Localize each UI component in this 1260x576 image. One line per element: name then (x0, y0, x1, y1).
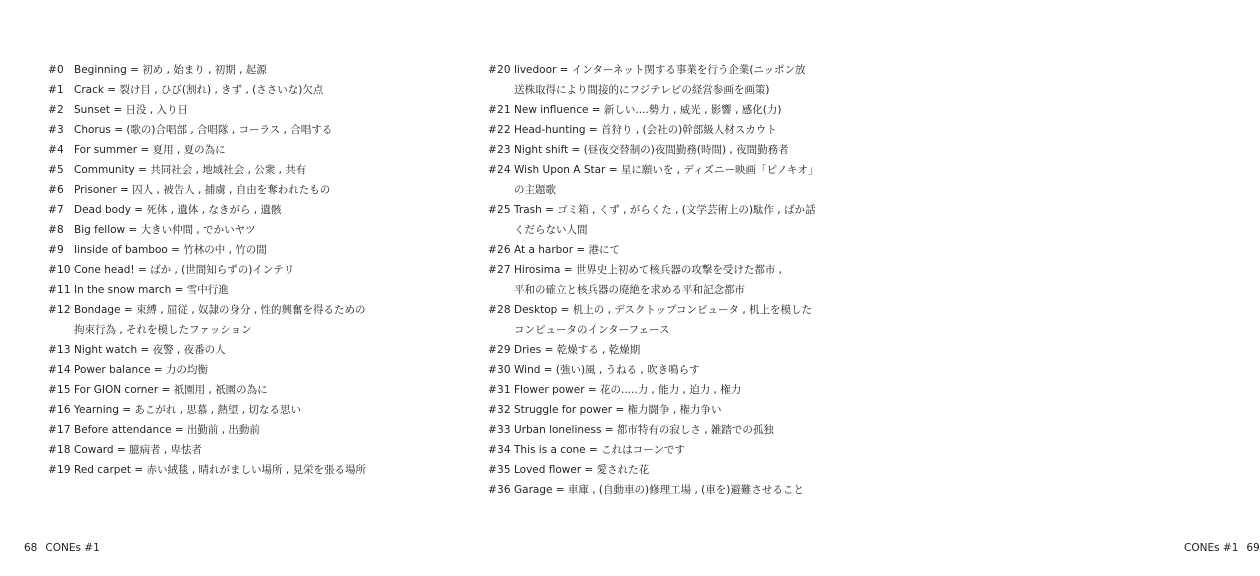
glossary-entry (48, 180, 366, 200)
entry-number: #20 (488, 64, 511, 76)
entry-text: For GION corner = 祇園用 , 祇園の為に (74, 384, 268, 396)
glossary-entry (488, 160, 818, 200)
entry-number: #22 (488, 124, 511, 136)
entry-text: Struggle for power = 権力闘争 , 権力争い (514, 404, 722, 416)
left-page (0, 0, 428, 576)
entry-number: #21 (488, 104, 511, 116)
page-number: 69 (1246, 542, 1260, 554)
entry-number: #17 (48, 424, 71, 436)
glossary-entry (48, 340, 366, 360)
entry-number: #27 (488, 264, 511, 276)
glossary-entry (48, 260, 366, 280)
entry-number: #31 (488, 384, 511, 396)
entry-number: #34 (488, 444, 511, 456)
entry-text: Night shift = (昼夜交替制の)夜間勤務(時間) , 夜間勤務者 (514, 144, 789, 156)
glossary-entry (48, 420, 366, 440)
entry-number: #5 (48, 164, 64, 176)
entry-text: Cone head! = ばか , (世間知らずの)インテリ (74, 264, 295, 276)
glossary-entry (48, 380, 366, 400)
entry-text: Hirosima = 世界史上初めて核兵器の攻撃を受けた都市 , (514, 264, 783, 276)
entry-text: Head-hunting = 首狩り , (会社の)幹部級人材スカウト (514, 124, 777, 136)
entry-number: #23 (488, 144, 511, 156)
entry-text: New influence = 新しい....勢力 , 威光 , 影響 , 感化(力) (514, 104, 782, 116)
entry-text-continued: コンピュータのインターフェース (514, 324, 670, 336)
entry-number: #4 (48, 144, 64, 156)
glossary-entry (488, 100, 818, 120)
entry-text: Sunset = 日没 , 入り日 (74, 104, 189, 116)
entry-text: This is a cone = これはコーンです (514, 444, 685, 456)
glossary-entry (488, 300, 818, 340)
footer-title: CONEs #1 (45, 542, 100, 554)
glossary-entry (488, 440, 818, 460)
entry-text-continued: の主題歌 (514, 184, 556, 196)
glossary-entry (48, 100, 366, 120)
entry-text: For summer = 夏用 , 夏の為に (74, 144, 226, 156)
entry-text: Beginning = 初め , 始まり , 初期 , 起源 (74, 64, 267, 76)
entry-number: #24 (488, 164, 511, 176)
glossary-entry (488, 340, 818, 360)
entry-number: #6 (48, 184, 64, 196)
footer-title: CONEs #1 (1184, 542, 1239, 554)
entry-number: #29 (488, 344, 511, 356)
glossary-entry (488, 420, 818, 440)
page-footer-right (1184, 541, 1260, 555)
entry-number: #8 (48, 224, 64, 236)
entry-number: #19 (48, 464, 71, 476)
entry-number: #26 (488, 244, 511, 256)
glossary-entry (488, 200, 818, 240)
glossary-entry (48, 280, 366, 300)
entry-text: Desktop = 机上の , デスクトップコンピュータ , 机上を模した (514, 304, 813, 316)
right-page (428, 0, 1260, 576)
entry-text: Night watch = 夜警 , 夜番の人 (74, 344, 226, 356)
entry-text: Loved flower = 愛された花 (514, 464, 650, 476)
glossary-entry (488, 120, 818, 140)
entry-text: Wish Upon A Star = 星に願いを , ディズニー映画「ピノキオ」 (514, 164, 819, 176)
entry-number: #15 (48, 384, 71, 396)
entry-number: #10 (48, 264, 71, 276)
entry-text: Yearning = あこがれ , 思慕 , 熱望 , 切なる思い (74, 404, 301, 416)
entry-text: Power balance = 力の均衡 (74, 364, 208, 376)
page-number: 68 (24, 542, 38, 554)
glossary-entry (48, 400, 366, 420)
glossary-entry (488, 140, 818, 160)
glossary-entry (48, 360, 366, 380)
entry-text: Red carpet = 赤い絨毯 , 晴れがましい場所 , 見栄を張る場所 (74, 464, 367, 476)
entry-number: #12 (48, 304, 71, 316)
entry-text: Trash = ゴミ箱 , くず , がらくた , (文学芸術上の)駄作 , ばか話 (514, 204, 816, 216)
entry-text-continued: 平和の確立と核兵器の廃絶を求める平和記念都市 (514, 284, 745, 296)
glossary-entry (48, 160, 366, 180)
entry-number: #14 (48, 364, 71, 376)
entry-text: Prisoner = 囚人 , 被告人 , 捕虜 , 自由を奪われたもの (74, 184, 331, 196)
entry-number: #35 (488, 464, 511, 476)
glossary-entry (48, 300, 366, 340)
entry-text: At a harbor = 港にて (514, 244, 621, 256)
entry-number: #32 (488, 404, 511, 416)
entry-number: #18 (48, 444, 71, 456)
entry-number: #11 (48, 284, 71, 296)
glossary-entry (488, 380, 818, 400)
glossary-entry (488, 400, 818, 420)
entry-number: #9 (48, 244, 64, 256)
entry-text: Bondage = 束縛 , 屈従 , 奴隷の身分 , 性的興奮を得るための (74, 304, 366, 316)
entry-text: livedoor = インターネット関する事業を行う企業(ニッポン放 (514, 64, 806, 76)
entry-text: Dead body = 死体 , 遺体 , なきがら , 遺骸 (74, 204, 282, 216)
entry-text: Iinside of bamboo = 竹林の中 , 竹の間 (74, 244, 267, 256)
entry-text: Crack = 裂け目 , ひび(割れ) , きず , (ささいな)欠点 (74, 84, 324, 96)
entry-text: In the snow march = 雪中行進 (74, 284, 229, 296)
glossary-entry (488, 460, 818, 480)
glossary-entry (488, 60, 818, 100)
glossary-entry (48, 60, 366, 80)
entry-text-continued: くだらない人間 (514, 224, 588, 236)
entry-number: #3 (48, 124, 64, 136)
page-footer-left (24, 541, 100, 555)
entry-text: Flower power = 花の.....力 , 能力 , 迫力 , 権力 (514, 384, 742, 396)
entry-number: #36 (488, 484, 511, 496)
glossary-entry (48, 80, 366, 100)
entry-text-continued: 送株取得により間接的にフジテレビの経営参画を画策) (514, 84, 770, 96)
glossary-entry (48, 140, 366, 160)
entry-number: #16 (48, 404, 71, 416)
entry-text: Big fellow = 大きい仲間 , でかいヤツ (74, 224, 256, 236)
entry-number: #7 (48, 204, 64, 216)
glossary-entry (48, 200, 366, 220)
glossary-entry (488, 260, 818, 300)
entry-text: Wind = (強い)風 , うねる , 吹き鳴らす (514, 364, 700, 376)
glossary-entry (488, 480, 818, 500)
glossary-entry (488, 240, 818, 260)
entry-number: #1 (48, 84, 64, 96)
entry-text: Coward = 臆病者 , 卑怯者 (74, 444, 203, 456)
glossary-list-right (488, 60, 818, 500)
entry-text: Community = 共同社会 , 地域社会 , 公衆 , 共有 (74, 164, 307, 176)
entry-number: #0 (48, 64, 64, 76)
entry-text: Garage = 車庫 , (自動車の)修理工場 , (車を)避難させること (514, 484, 804, 496)
glossary-entry (48, 440, 366, 460)
glossary-entry (48, 120, 366, 140)
glossary-entry (48, 220, 366, 240)
glossary-entry (48, 460, 366, 480)
glossary-entry (48, 240, 366, 260)
entry-text: Chorus = (歌の)合唱部 , 合唱隊 , コーラス , 合唱する (74, 124, 333, 136)
entry-text: Dries = 乾燥する , 乾燥期 (514, 344, 641, 356)
entry-number: #2 (48, 104, 64, 116)
entry-text: Urban loneliness = 都市特有の寂しさ , 雑踏での孤独 (514, 424, 774, 436)
entry-number: #28 (488, 304, 511, 316)
entry-text-continued: 拘束行為 , それを模したファッション (74, 324, 252, 336)
glossary-entry (488, 360, 818, 380)
entry-number: #25 (488, 204, 511, 216)
entry-number: #30 (488, 364, 511, 376)
glossary-list-left (48, 60, 366, 480)
entry-number: #13 (48, 344, 71, 356)
entry-text: Before attendance = 出勤前 , 出動前 (74, 424, 260, 436)
entry-number: #33 (488, 424, 511, 436)
